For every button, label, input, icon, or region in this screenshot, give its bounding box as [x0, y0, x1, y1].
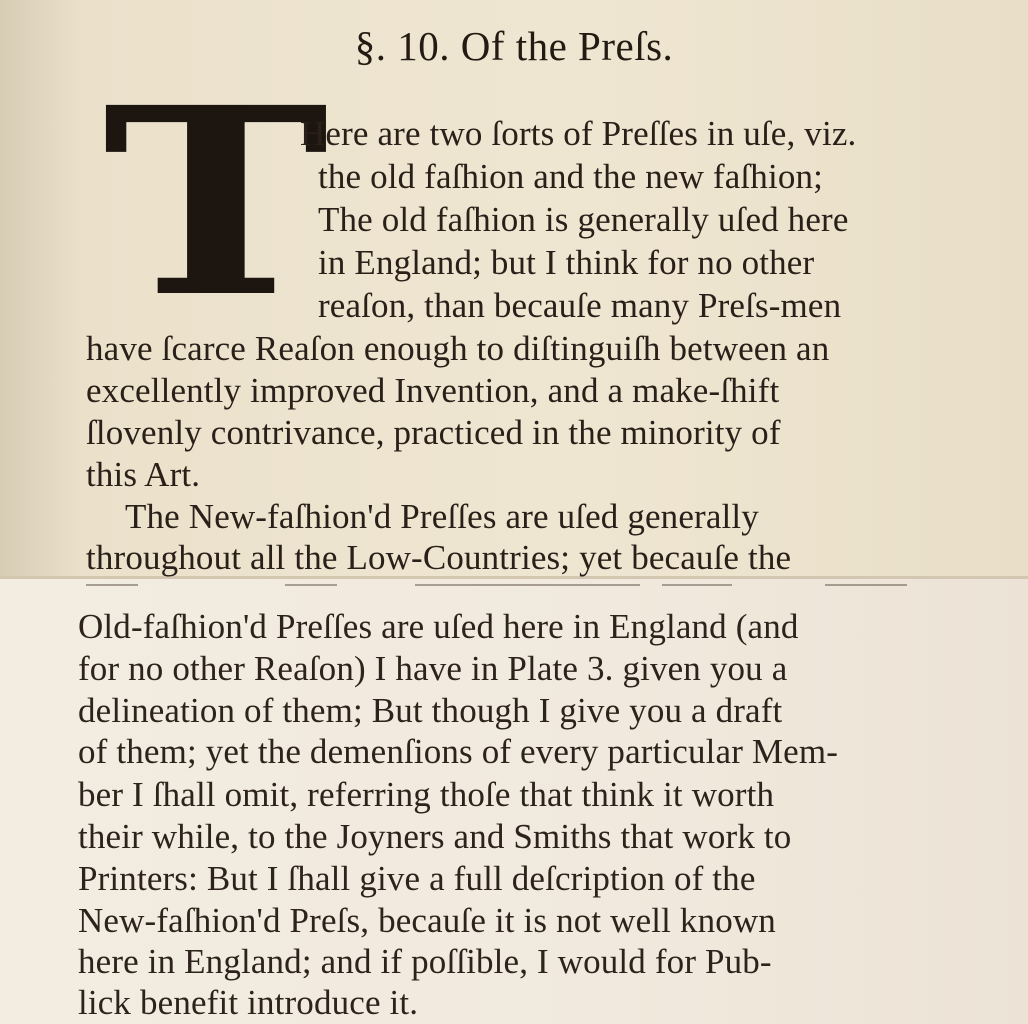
text-line-18: Printers: But I ſhall give a full deſcription of the [78, 859, 756, 898]
text-line-15: of them; yet the demenſions of every particular Mem- [78, 732, 839, 771]
text-line-19: New-faſhion'd Preſs, becauſe it is not well known [78, 901, 776, 940]
text-line-13: for no other Reaſon) I have in Plate 3. given you a [78, 649, 788, 688]
rule-mark [825, 584, 907, 586]
text-line-6: have ſcarce Reaſon enough to diſtinguiſh between an [86, 329, 830, 368]
rule-mark [662, 584, 732, 586]
text-line-10: The New-faſhion'd Preſſes are uſed generally [125, 497, 759, 536]
text-line-21: lick benefit introduce it. [78, 983, 419, 1022]
drop-cap-letter: T [102, 51, 330, 354]
text-line-5: reaſon, than becauſe many Preſs-men [318, 286, 842, 325]
text-line-14: delineation of them; But though I give you a draft [78, 691, 783, 730]
text-line-11: throughout all the Low-Countries; yet becauſe the [86, 538, 792, 577]
text-line-9: this Art. [86, 455, 201, 494]
text-line-3: The old faſhion is generally uſed here [318, 200, 849, 239]
text-line-12: Old-faſhion'd Preſſes are uſed here in England (and [78, 607, 799, 646]
rule-mark [285, 584, 337, 586]
text-line-16: ber I ſhall omit, referring thoſe that think it worth [78, 775, 775, 814]
text-line-2: the old faſhion and the new faſhion; [318, 157, 823, 196]
text-line-4: in England; but I think for no other [318, 243, 815, 282]
text-line-1: Here are two ſorts of Preſſes in uſe, viz. [300, 114, 857, 153]
text-line-17: their while, to the Joyners and Smiths that work to [78, 817, 792, 856]
rule-mark [415, 584, 640, 586]
text-line-7: excellently improved Invention, and a make-ſhift [86, 371, 780, 410]
section-heading: §. 10. Of the Preſs. [354, 23, 674, 69]
text-line-20: here in England; and if poſſible, I would for Pub- [78, 942, 772, 981]
rule-mark [86, 584, 138, 586]
text-line-8: ſlovenly contrivance, practiced in the minority of [86, 413, 781, 452]
